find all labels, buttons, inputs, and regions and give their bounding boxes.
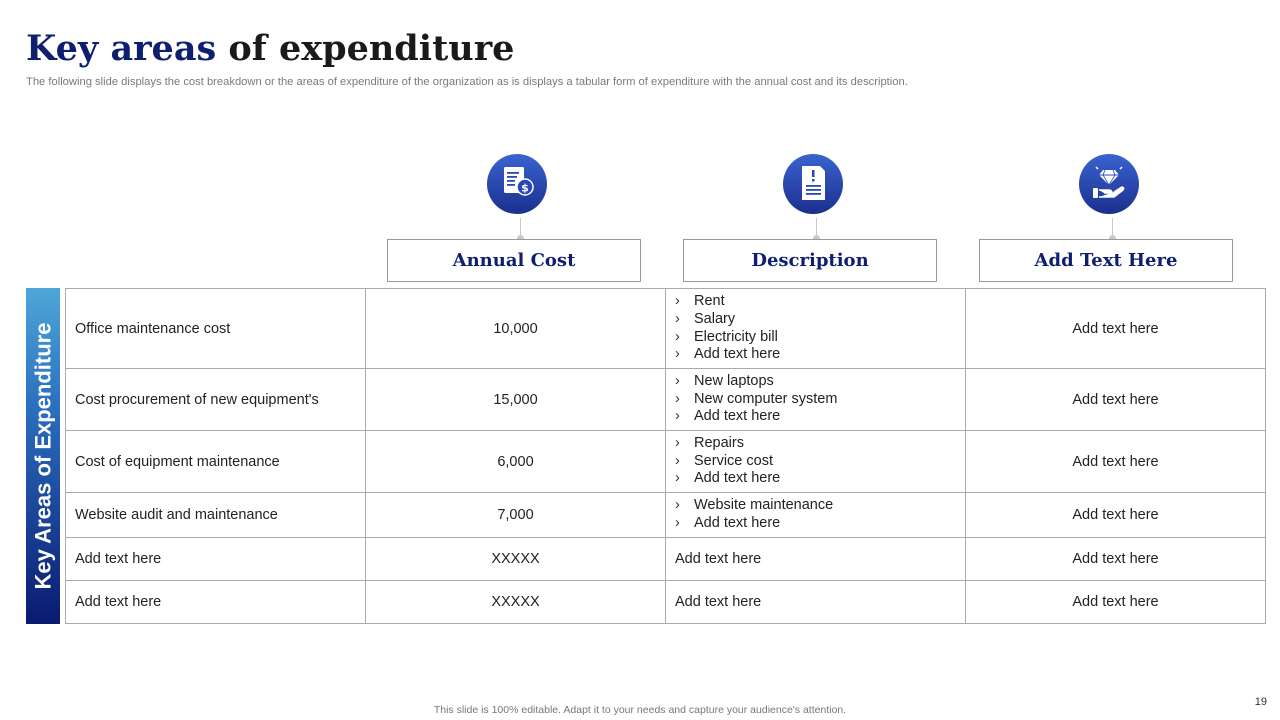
title-rest: of expenditure xyxy=(216,28,515,69)
cell-area: Office maintenance cost xyxy=(66,289,366,369)
cell-annual-cost: 15,000 xyxy=(366,369,666,431)
list-item: › Rent xyxy=(675,293,956,311)
page-number: 19 xyxy=(1254,696,1267,708)
side-label xyxy=(26,288,60,624)
cell-description xyxy=(666,493,966,538)
list-item: › Add text here xyxy=(675,408,956,426)
column-header-extra xyxy=(979,150,1233,282)
title-bold: Key areas xyxy=(26,28,217,69)
cell-area: Cost of equipment maintenance xyxy=(66,431,366,493)
column-header-description xyxy=(683,150,937,282)
table-row xyxy=(66,369,1266,431)
column-label-annual-cost: Annual Cost xyxy=(387,239,641,282)
footer-note: This slide is 100% editable. Adapt it to your needs and capture your audience's attention. xyxy=(433,704,847,716)
description-list xyxy=(675,497,956,532)
cell-extra: Add text here xyxy=(966,581,1266,624)
cell-area: Add text here xyxy=(66,581,366,624)
list-item: › New laptops xyxy=(675,373,956,391)
cell-annual-cost: 10,000 xyxy=(366,289,666,369)
table-row xyxy=(66,538,1266,581)
hand-diamond-icon xyxy=(1076,150,1142,220)
list-item: › Repairs xyxy=(675,435,956,453)
column-header-annual-cost xyxy=(387,150,641,282)
column-label-description: Description xyxy=(683,239,937,282)
description-list xyxy=(675,435,956,488)
cell-annual-cost: 6,000 xyxy=(366,431,666,493)
list-item: › Add text here xyxy=(675,515,956,533)
cell-extra: Add text here xyxy=(966,431,1266,493)
list-item: › Website maintenance xyxy=(675,497,956,515)
cell-annual-cost: 7,000 xyxy=(366,493,666,538)
cell-annual-cost: XXXXX xyxy=(366,538,666,581)
list-item: › New computer system xyxy=(675,391,956,409)
table-row xyxy=(66,289,1266,369)
list-item: › Add text here xyxy=(675,470,956,488)
cell-extra: Add text here xyxy=(966,289,1266,369)
cell-extra: Add text here xyxy=(966,538,1266,581)
expenditure-table xyxy=(65,288,1266,624)
cell-description xyxy=(666,431,966,493)
svg-text:$: $ xyxy=(521,181,529,195)
cell-description: Add text here xyxy=(666,581,966,624)
list-item: › Service cost xyxy=(675,453,956,471)
description-list xyxy=(675,373,956,426)
table-row xyxy=(66,431,1266,493)
document-dollar-icon xyxy=(484,150,550,220)
description-list xyxy=(675,293,956,363)
table-row xyxy=(66,581,1266,624)
page-subtitle: The following slide displays the cost breakdown or the areas of expenditure of the organization as is displays a tabular form of expenditure with the annual cost and its description. xyxy=(26,76,908,88)
expenditure-table-body xyxy=(66,289,1266,624)
list-item: › Electricity bill xyxy=(675,329,956,347)
page-title xyxy=(26,28,514,70)
table-row xyxy=(66,493,1266,538)
document-list-icon xyxy=(780,150,846,220)
list-item: › Add text here xyxy=(675,346,956,364)
cell-description xyxy=(666,369,966,431)
cell-description xyxy=(666,289,966,369)
side-label-text: Key Areas of Expenditure xyxy=(30,322,55,590)
cell-area: Add text here xyxy=(66,538,366,581)
cell-description: Add text here xyxy=(666,538,966,581)
cell-extra: Add text here xyxy=(966,493,1266,538)
column-label-extra: Add Text Here xyxy=(979,239,1233,282)
cell-annual-cost: XXXXX xyxy=(366,581,666,624)
cell-area: Website audit and maintenance xyxy=(66,493,366,538)
cell-extra: Add text here xyxy=(966,369,1266,431)
cell-area: Cost procurement of new equipment's xyxy=(66,369,366,431)
list-item: › Salary xyxy=(675,311,956,329)
